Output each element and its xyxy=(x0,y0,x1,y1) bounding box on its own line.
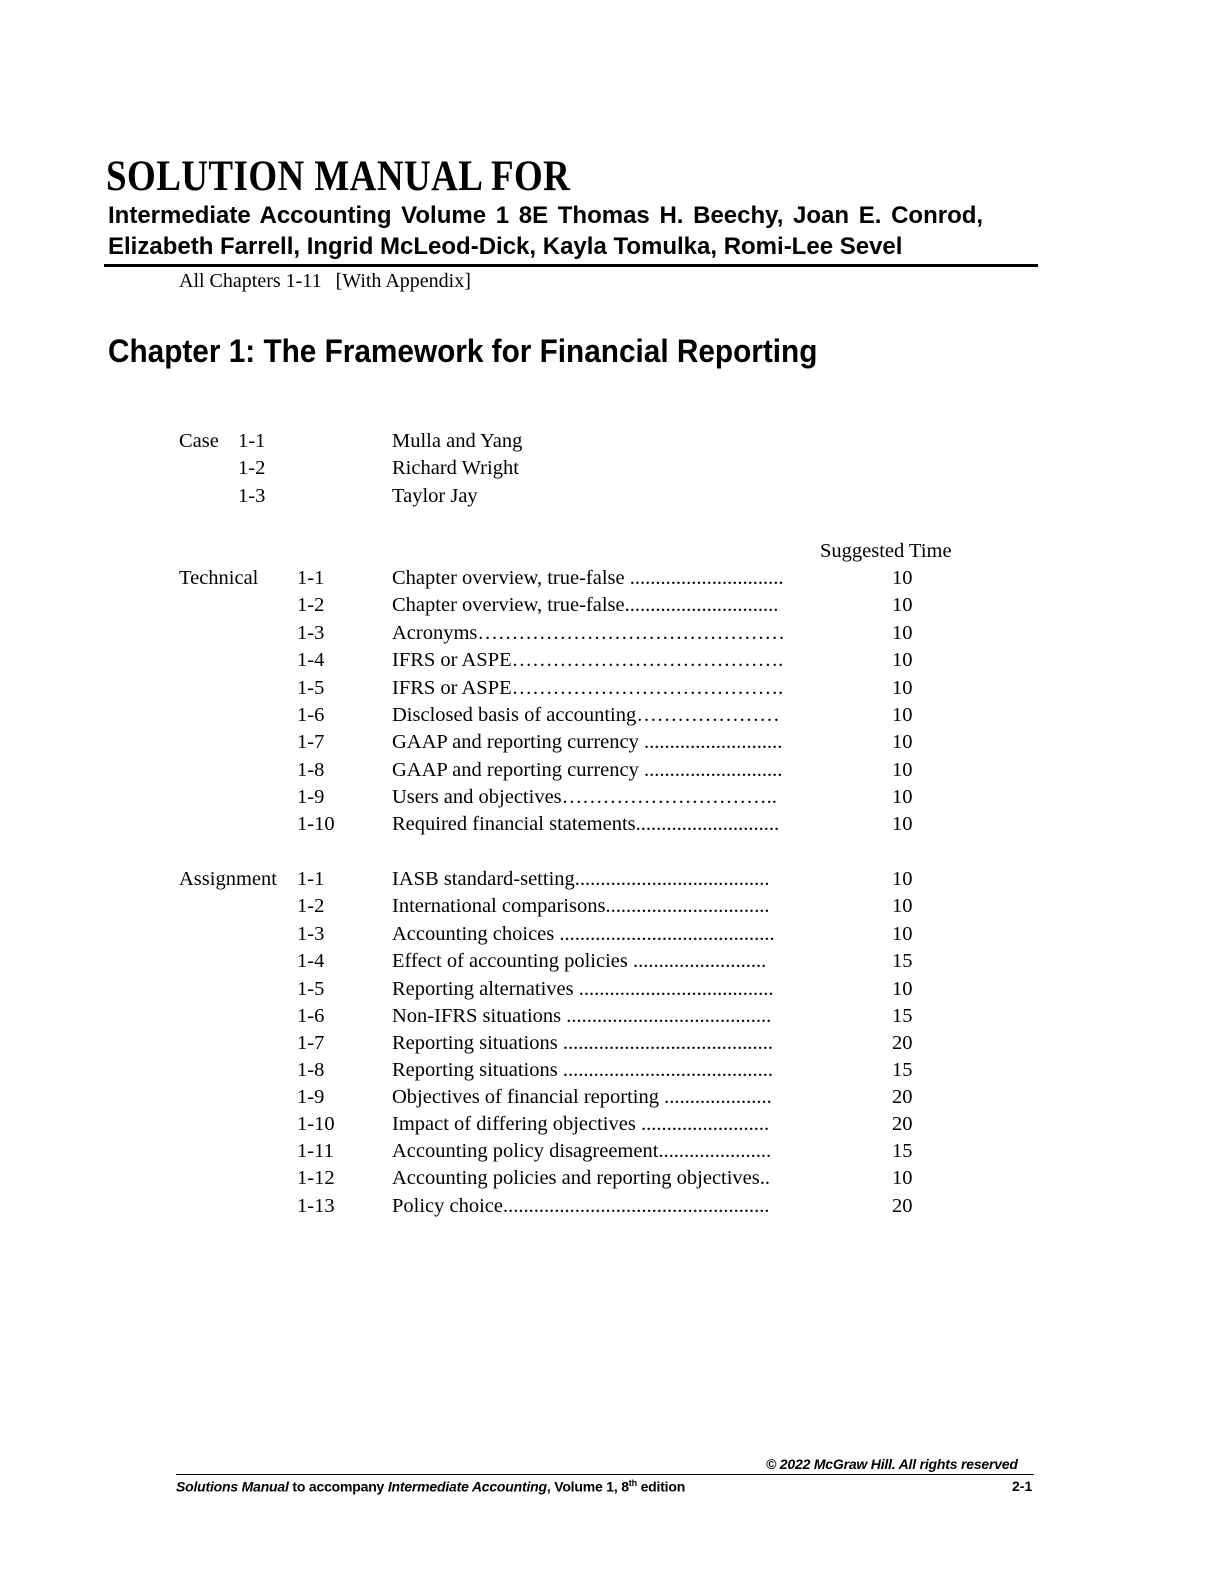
assignment-row xyxy=(0,1059,1224,1086)
item-number: 1-7 xyxy=(297,1032,325,1054)
footer-divider xyxy=(176,1474,1034,1475)
item-description: Effect of accounting policies .......................... xyxy=(392,950,767,972)
item-number: 1-12 xyxy=(297,1167,335,1189)
item-description: Accounting choices .......................................... xyxy=(392,923,775,945)
item-number: 1-10 xyxy=(297,1113,335,1135)
item-time: 15 xyxy=(892,1005,913,1027)
item-time: 10 xyxy=(892,594,913,616)
case-number: 1-1 xyxy=(238,430,266,452)
item-time: 10 xyxy=(892,813,913,835)
item-number: 1-2 xyxy=(297,594,325,616)
item-description: Users and objectives………………………….. xyxy=(392,786,777,808)
item-description: Required financial statements............................ xyxy=(392,813,780,835)
item-description: Reporting alternatives ...................................... xyxy=(392,978,774,1000)
item-description: Objectives of financial reporting ..................... xyxy=(392,1086,772,1108)
assignment-row xyxy=(0,1195,1224,1222)
item-number: 1-4 xyxy=(297,950,325,972)
case-name: Mulla and Yang xyxy=(392,430,523,452)
item-description: Chapter overview, true-false.............................. xyxy=(392,594,779,616)
item-description: IASB standard-setting...................................... xyxy=(392,868,770,890)
assignment-row xyxy=(0,1086,1224,1113)
item-number: 1-7 xyxy=(297,731,325,753)
assignment-row xyxy=(0,1113,1224,1140)
item-time: 15 xyxy=(892,1140,913,1162)
technical-row xyxy=(0,786,1224,813)
item-number: 1-9 xyxy=(297,1086,325,1108)
item-description: GAAP and reporting currency ........................... xyxy=(392,759,783,781)
book-subtitle-line-1: Intermediate Accounting Volume 1 8E Thomas H. Beechy, Joan E. Conrod, xyxy=(108,202,984,229)
item-description: IFRS or ASPE…………………………………. xyxy=(392,649,784,671)
item-time: 10 xyxy=(892,895,913,917)
technical-row xyxy=(0,649,1224,676)
item-number: 1-13 xyxy=(297,1195,335,1217)
item-number: 1-11 xyxy=(297,1140,334,1162)
item-number: 1-3 xyxy=(297,622,325,644)
item-time: 10 xyxy=(892,704,913,726)
item-description: Impact of differing objectives ......................... xyxy=(392,1113,770,1135)
item-number: 1-6 xyxy=(297,704,325,726)
technical-row xyxy=(0,759,1224,786)
item-number: 1-8 xyxy=(297,759,325,781)
item-number: 1-5 xyxy=(297,978,325,1000)
assignment-row xyxy=(0,950,1224,977)
appendix-note: [With Appendix] xyxy=(335,270,471,292)
technical-section-label: Technical xyxy=(179,567,259,589)
item-description: Reporting situations ......................................... xyxy=(392,1059,773,1081)
footer-edition-text: edition xyxy=(636,1478,686,1495)
footer-volume-text: , Volume 1, 8 xyxy=(546,1478,629,1495)
assignment-row xyxy=(0,923,1224,950)
assignment-row xyxy=(0,1140,1224,1167)
item-description: GAAP and reporting currency ........................... xyxy=(392,731,783,753)
case-name: Taylor Jay xyxy=(392,485,478,507)
item-time: 20 xyxy=(892,1086,913,1108)
coverage-note xyxy=(179,270,471,293)
item-description: IFRS or ASPE…………………………………. xyxy=(392,677,784,699)
title-divider xyxy=(104,264,1038,267)
item-time: 15 xyxy=(892,950,913,972)
item-time: 10 xyxy=(892,649,913,671)
assignment-row xyxy=(0,1032,1224,1059)
item-number: 1-8 xyxy=(297,1059,325,1081)
case-row xyxy=(0,457,1224,484)
suggested-time-header: Suggested Time xyxy=(820,540,952,562)
item-time: 10 xyxy=(892,868,913,890)
item-description: Acronyms……………………………………… xyxy=(392,622,785,644)
item-time: 10 xyxy=(892,731,913,753)
item-number: 1-4 xyxy=(297,649,325,671)
footer-book-title: Intermediate Accounting xyxy=(387,1478,547,1495)
item-number: 1-5 xyxy=(297,677,325,699)
item-description: Chapter overview, true-false .............................. xyxy=(392,567,784,589)
assignment-row xyxy=(0,978,1224,1005)
item-time: 15 xyxy=(892,1059,913,1081)
book-subtitle-line-2: Elizabeth Farrell, Ingrid McLeod-Dick, Kayla Tomulka, Romi-Lee Sevel xyxy=(108,233,903,260)
technical-row xyxy=(0,594,1224,621)
item-description: Accounting policy disagreement...................... xyxy=(392,1140,772,1162)
item-time: 10 xyxy=(892,622,913,644)
item-number: 1-1 xyxy=(297,567,325,589)
footer-manual-title: Solutions Manual xyxy=(176,1478,289,1495)
item-description: Accounting policies and reporting objectives.. xyxy=(392,1167,771,1189)
item-time: 10 xyxy=(892,677,913,699)
case-name: Richard Wright xyxy=(392,457,519,479)
item-number: 1-2 xyxy=(297,895,325,917)
item-time: 10 xyxy=(892,923,913,945)
item-time: 10 xyxy=(892,759,913,781)
coverage-chapters: All Chapters 1-11 xyxy=(179,270,322,292)
assignment-row xyxy=(0,1167,1224,1194)
technical-row xyxy=(0,622,1224,649)
case-row xyxy=(0,485,1224,512)
item-time: 10 xyxy=(892,786,913,808)
item-time: 20 xyxy=(892,1032,913,1054)
footer-accompany-text: to accompany xyxy=(288,1478,388,1495)
technical-row xyxy=(0,704,1224,731)
item-time: 20 xyxy=(892,1113,913,1135)
chapter-title: Chapter 1: The Framework for Financial Reporting xyxy=(108,333,818,369)
technical-row xyxy=(0,731,1224,758)
document-title: SOLUTION MANUAL FOR xyxy=(106,153,571,200)
item-description: Reporting situations ......................................... xyxy=(392,1032,773,1054)
item-number: 1-10 xyxy=(297,813,335,835)
item-time: 10 xyxy=(892,567,913,589)
assignment-row xyxy=(0,895,1224,922)
technical-row xyxy=(0,677,1224,704)
item-number: 1-1 xyxy=(297,868,325,890)
assignment-row xyxy=(0,1005,1224,1032)
item-description: Policy choice.................................................... xyxy=(392,1195,770,1217)
item-description: Non-IFRS situations ........................................ xyxy=(392,1005,772,1027)
case-row xyxy=(0,430,1224,457)
case-section-label: Case xyxy=(179,430,219,452)
assignment-row xyxy=(0,868,1224,895)
item-time: 10 xyxy=(892,1167,913,1189)
item-time: 20 xyxy=(892,1195,913,1217)
case-number: 1-3 xyxy=(238,485,266,507)
technical-row xyxy=(0,813,1224,840)
item-number: 1-9 xyxy=(297,786,325,808)
footer-book-reference xyxy=(176,1478,685,1495)
page-number: 2-1 xyxy=(1012,1478,1033,1494)
item-time: 10 xyxy=(892,978,913,1000)
footer-copyright: © 2022 McGraw Hill. All rights reserved xyxy=(766,1456,1018,1472)
case-number: 1-2 xyxy=(238,457,266,479)
item-number: 1-3 xyxy=(297,923,325,945)
assignment-section-label: Assignment xyxy=(179,868,277,890)
technical-row xyxy=(0,567,1224,594)
item-number: 1-6 xyxy=(297,1005,325,1027)
footer-edition-suffix: th xyxy=(628,1478,637,1488)
item-description: International comparisons................................ xyxy=(392,895,770,917)
item-description: Disclosed basis of accounting………………… xyxy=(392,704,780,726)
